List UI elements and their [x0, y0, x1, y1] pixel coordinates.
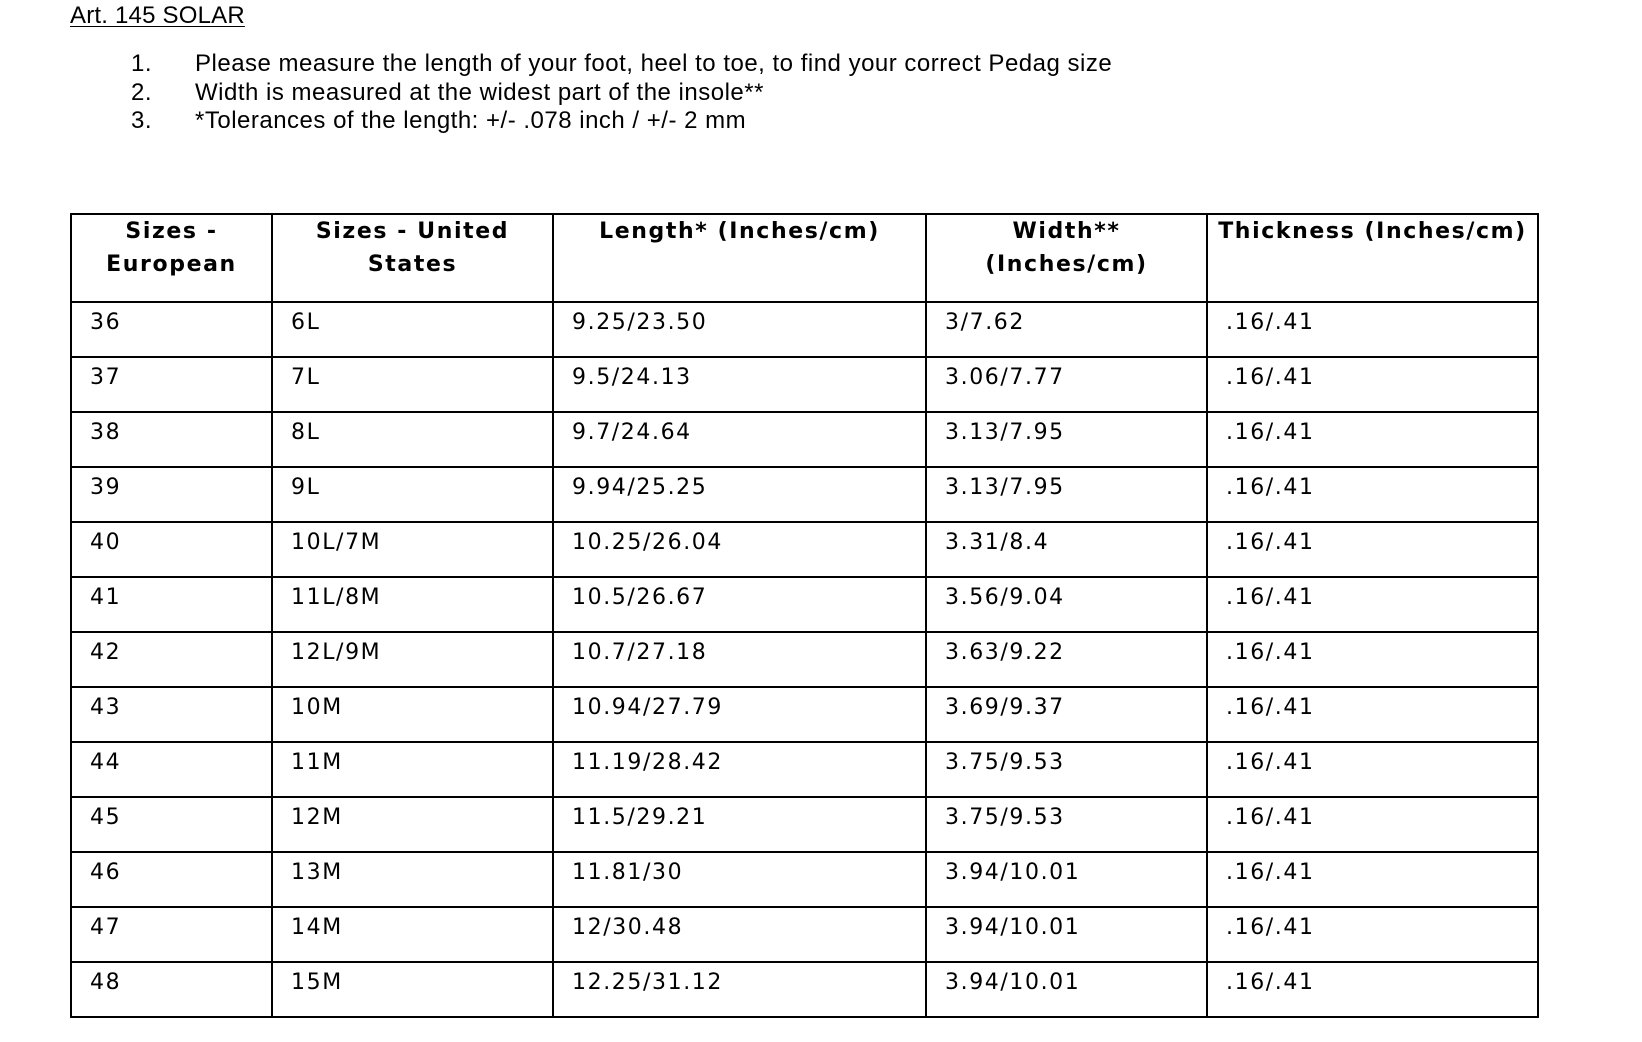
cell-european-size: 37: [71, 357, 272, 412]
table-body: [71, 302, 1538, 1017]
cell-us-size: 7L: [272, 357, 553, 412]
cell-us-size: 10M: [272, 687, 553, 742]
table-row: [71, 412, 1538, 467]
cell-us-size: 14M: [272, 907, 553, 962]
cell-us-size: 6L: [272, 302, 553, 357]
header-thickness: Thickness (Inches/cm): [1207, 214, 1538, 302]
cell-us-size: 8L: [272, 412, 553, 467]
instruction-number: 3.: [131, 107, 153, 134]
cell-length: 11.19/28.42: [553, 742, 926, 797]
cell-european-size: 41: [71, 577, 272, 632]
instruction-text: *Tolerances of the length: +/- .078 inch / +/- 2 mm: [195, 107, 747, 134]
cell-width: 3.69/9.37: [926, 687, 1207, 742]
size-chart-table: [70, 213, 1539, 1018]
cell-thickness: .16/.41: [1207, 577, 1538, 632]
cell-width: 3.75/9.53: [926, 742, 1207, 797]
table-header-row: [71, 214, 1538, 302]
cell-european-size: 48: [71, 962, 272, 1017]
cell-us-size: 13M: [272, 852, 553, 907]
table-row: [71, 522, 1538, 577]
cell-thickness: .16/.41: [1207, 522, 1538, 577]
cell-thickness: .16/.41: [1207, 302, 1538, 357]
table-row: [71, 962, 1538, 1017]
cell-length: 9.94/25.25: [553, 467, 926, 522]
cell-european-size: 40: [71, 522, 272, 577]
table-row: [71, 577, 1538, 632]
table-row: [71, 632, 1538, 687]
cell-length: 9.25/23.50: [553, 302, 926, 357]
cell-length: 11.81/30: [553, 852, 926, 907]
cell-us-size: 12M: [272, 797, 553, 852]
cell-width: 3.75/9.53: [926, 797, 1207, 852]
header-width: Width** (Inches/cm): [926, 214, 1207, 302]
cell-european-size: 45: [71, 797, 272, 852]
cell-width: 3.94/10.01: [926, 852, 1207, 907]
cell-width: 3.31/8.4: [926, 522, 1207, 577]
cell-us-size: 9L: [272, 467, 553, 522]
cell-width: 3.63/9.22: [926, 632, 1207, 687]
instruction-number: 2.: [131, 78, 153, 106]
document-title: Art. 145 SOLAR: [70, 2, 245, 29]
cell-width: 3.94/10.01: [926, 962, 1207, 1017]
cell-thickness: .16/.41: [1207, 467, 1538, 522]
table-row: [71, 907, 1538, 962]
table-row: [71, 357, 1538, 412]
cell-length: 10.5/26.67: [553, 577, 926, 632]
table-row: [71, 742, 1538, 797]
cell-length: 12.25/31.12: [553, 962, 926, 1017]
cell-european-size: 46: [71, 852, 272, 907]
cell-thickness: .16/.41: [1207, 357, 1538, 412]
cell-length: 9.7/24.64: [553, 412, 926, 467]
cell-us-size: 11M: [272, 742, 553, 797]
cell-us-size: 12L/9M: [272, 632, 553, 687]
table-row: [71, 797, 1538, 852]
cell-thickness: .16/.41: [1207, 907, 1538, 962]
cell-thickness: .16/.41: [1207, 687, 1538, 742]
table-row: [71, 687, 1538, 742]
cell-length: 10.94/27.79: [553, 687, 926, 742]
cell-thickness: .16/.41: [1207, 632, 1538, 687]
cell-thickness: .16/.41: [1207, 412, 1538, 467]
cell-width: 3.13/7.95: [926, 467, 1207, 522]
cell-european-size: 39: [71, 467, 272, 522]
cell-thickness: .16/.41: [1207, 962, 1538, 1017]
cell-length: 11.5/29.21: [553, 797, 926, 852]
cell-length: 9.5/24.13: [553, 357, 926, 412]
cell-width: 3/7.62: [926, 302, 1207, 357]
cell-european-size: 38: [71, 412, 272, 467]
cell-thickness: .16/.41: [1207, 797, 1538, 852]
cell-length: 10.25/26.04: [553, 522, 926, 577]
cell-european-size: 47: [71, 907, 272, 962]
cell-us-size: 11L/8M: [272, 577, 553, 632]
cell-length: 12/30.48: [553, 907, 926, 962]
cell-european-size: 36: [71, 302, 272, 357]
cell-european-size: 43: [71, 687, 272, 742]
header-european-size: Sizes - European: [71, 214, 272, 302]
cell-width: 3.13/7.95: [926, 412, 1207, 467]
cell-us-size: 10L/7M: [272, 522, 553, 577]
cell-thickness: .16/.41: [1207, 742, 1538, 797]
header-us-size: Sizes - United States: [272, 214, 553, 302]
instruction-number: 1.: [131, 50, 153, 77]
table-row: [71, 467, 1538, 522]
cell-length: 10.7/27.18: [553, 632, 926, 687]
cell-thickness: .16/.41: [1207, 852, 1538, 907]
instruction-text: Width is measured at the widest part of the insole**: [195, 78, 764, 106]
cell-width: 3.06/7.77: [926, 357, 1207, 412]
header-length: Length* (Inches/cm): [553, 214, 926, 302]
cell-european-size: 42: [71, 632, 272, 687]
cell-width: 3.94/10.01: [926, 907, 1207, 962]
cell-us-size: 15M: [272, 962, 553, 1017]
instruction-text: Please measure the length of your foot, heel to toe, to find your correct Pedag size: [195, 50, 1113, 77]
table-row: [71, 852, 1538, 907]
cell-european-size: 44: [71, 742, 272, 797]
table-row: [71, 302, 1538, 357]
cell-width: 3.56/9.04: [926, 577, 1207, 632]
